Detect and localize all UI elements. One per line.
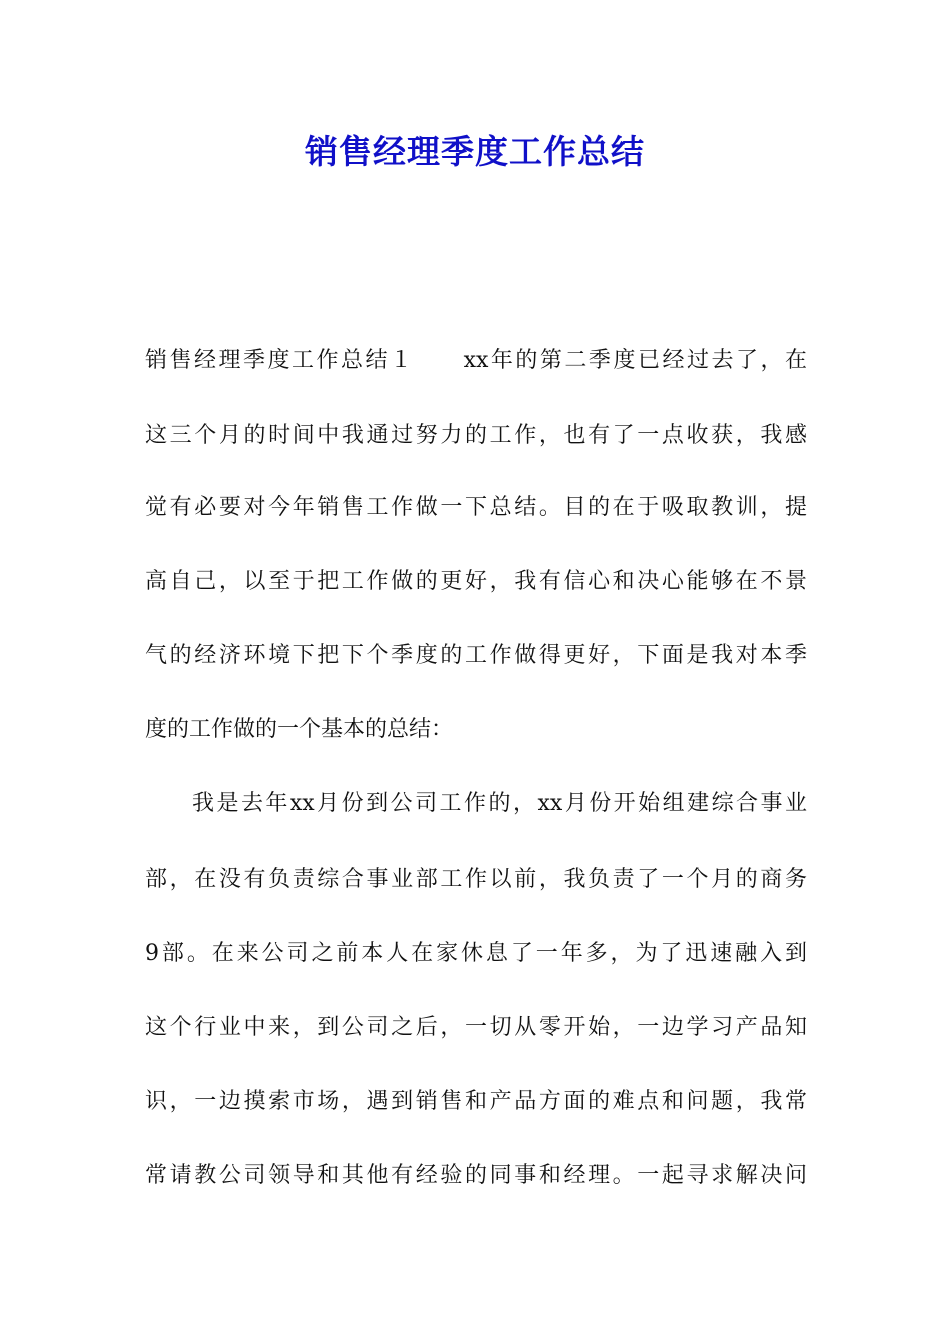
paragraph-line: 这三个月的时间中我通过努力的工作，也有了一点收获，我感 xyxy=(145,423,807,448)
paragraph-line: 这个行业中来，到公司之后，一切从零开始，一边学习产品知 xyxy=(145,1015,807,1040)
paragraph-line: 度的工作做的一个基本的总结： xyxy=(145,717,454,742)
paragraph-line: 觉有必要对今年销售工作做一下总结。目的在于吸取教训，提 xyxy=(145,495,807,520)
paragraph-line: 我是去年xx月份到公司工作的，xx月份开始组建综合事业 xyxy=(192,791,807,816)
paragraph-line: 识，一边摸索市场，遇到销售和产品方面的难点和问题，我常 xyxy=(145,1089,807,1114)
paragraph-line: 部，在没有负责综合事业部工作以前，我负责了一个月的商务 xyxy=(145,867,807,892)
document-title: 销售经理季度工作总结 xyxy=(305,132,645,171)
paragraph-line: 常请教公司领导和其他有经验的同事和经理。一起寻求解决问 xyxy=(145,1163,807,1188)
paragraph-line: 高自己，以至于把工作做的更好，我有信心和决心能够在不景 xyxy=(145,569,807,594)
paragraph-line: 9部。在来公司之前本人在家休息了一年多，为了迅速融入到 xyxy=(145,941,807,966)
paragraph-line: 气的经济环境下把下个季度的工作做得更好，下面是我对本季 xyxy=(145,643,807,668)
paragraph-line: 销售经理季度工作总结１ xx年的第二季度已经过去了，在 xyxy=(145,348,807,373)
